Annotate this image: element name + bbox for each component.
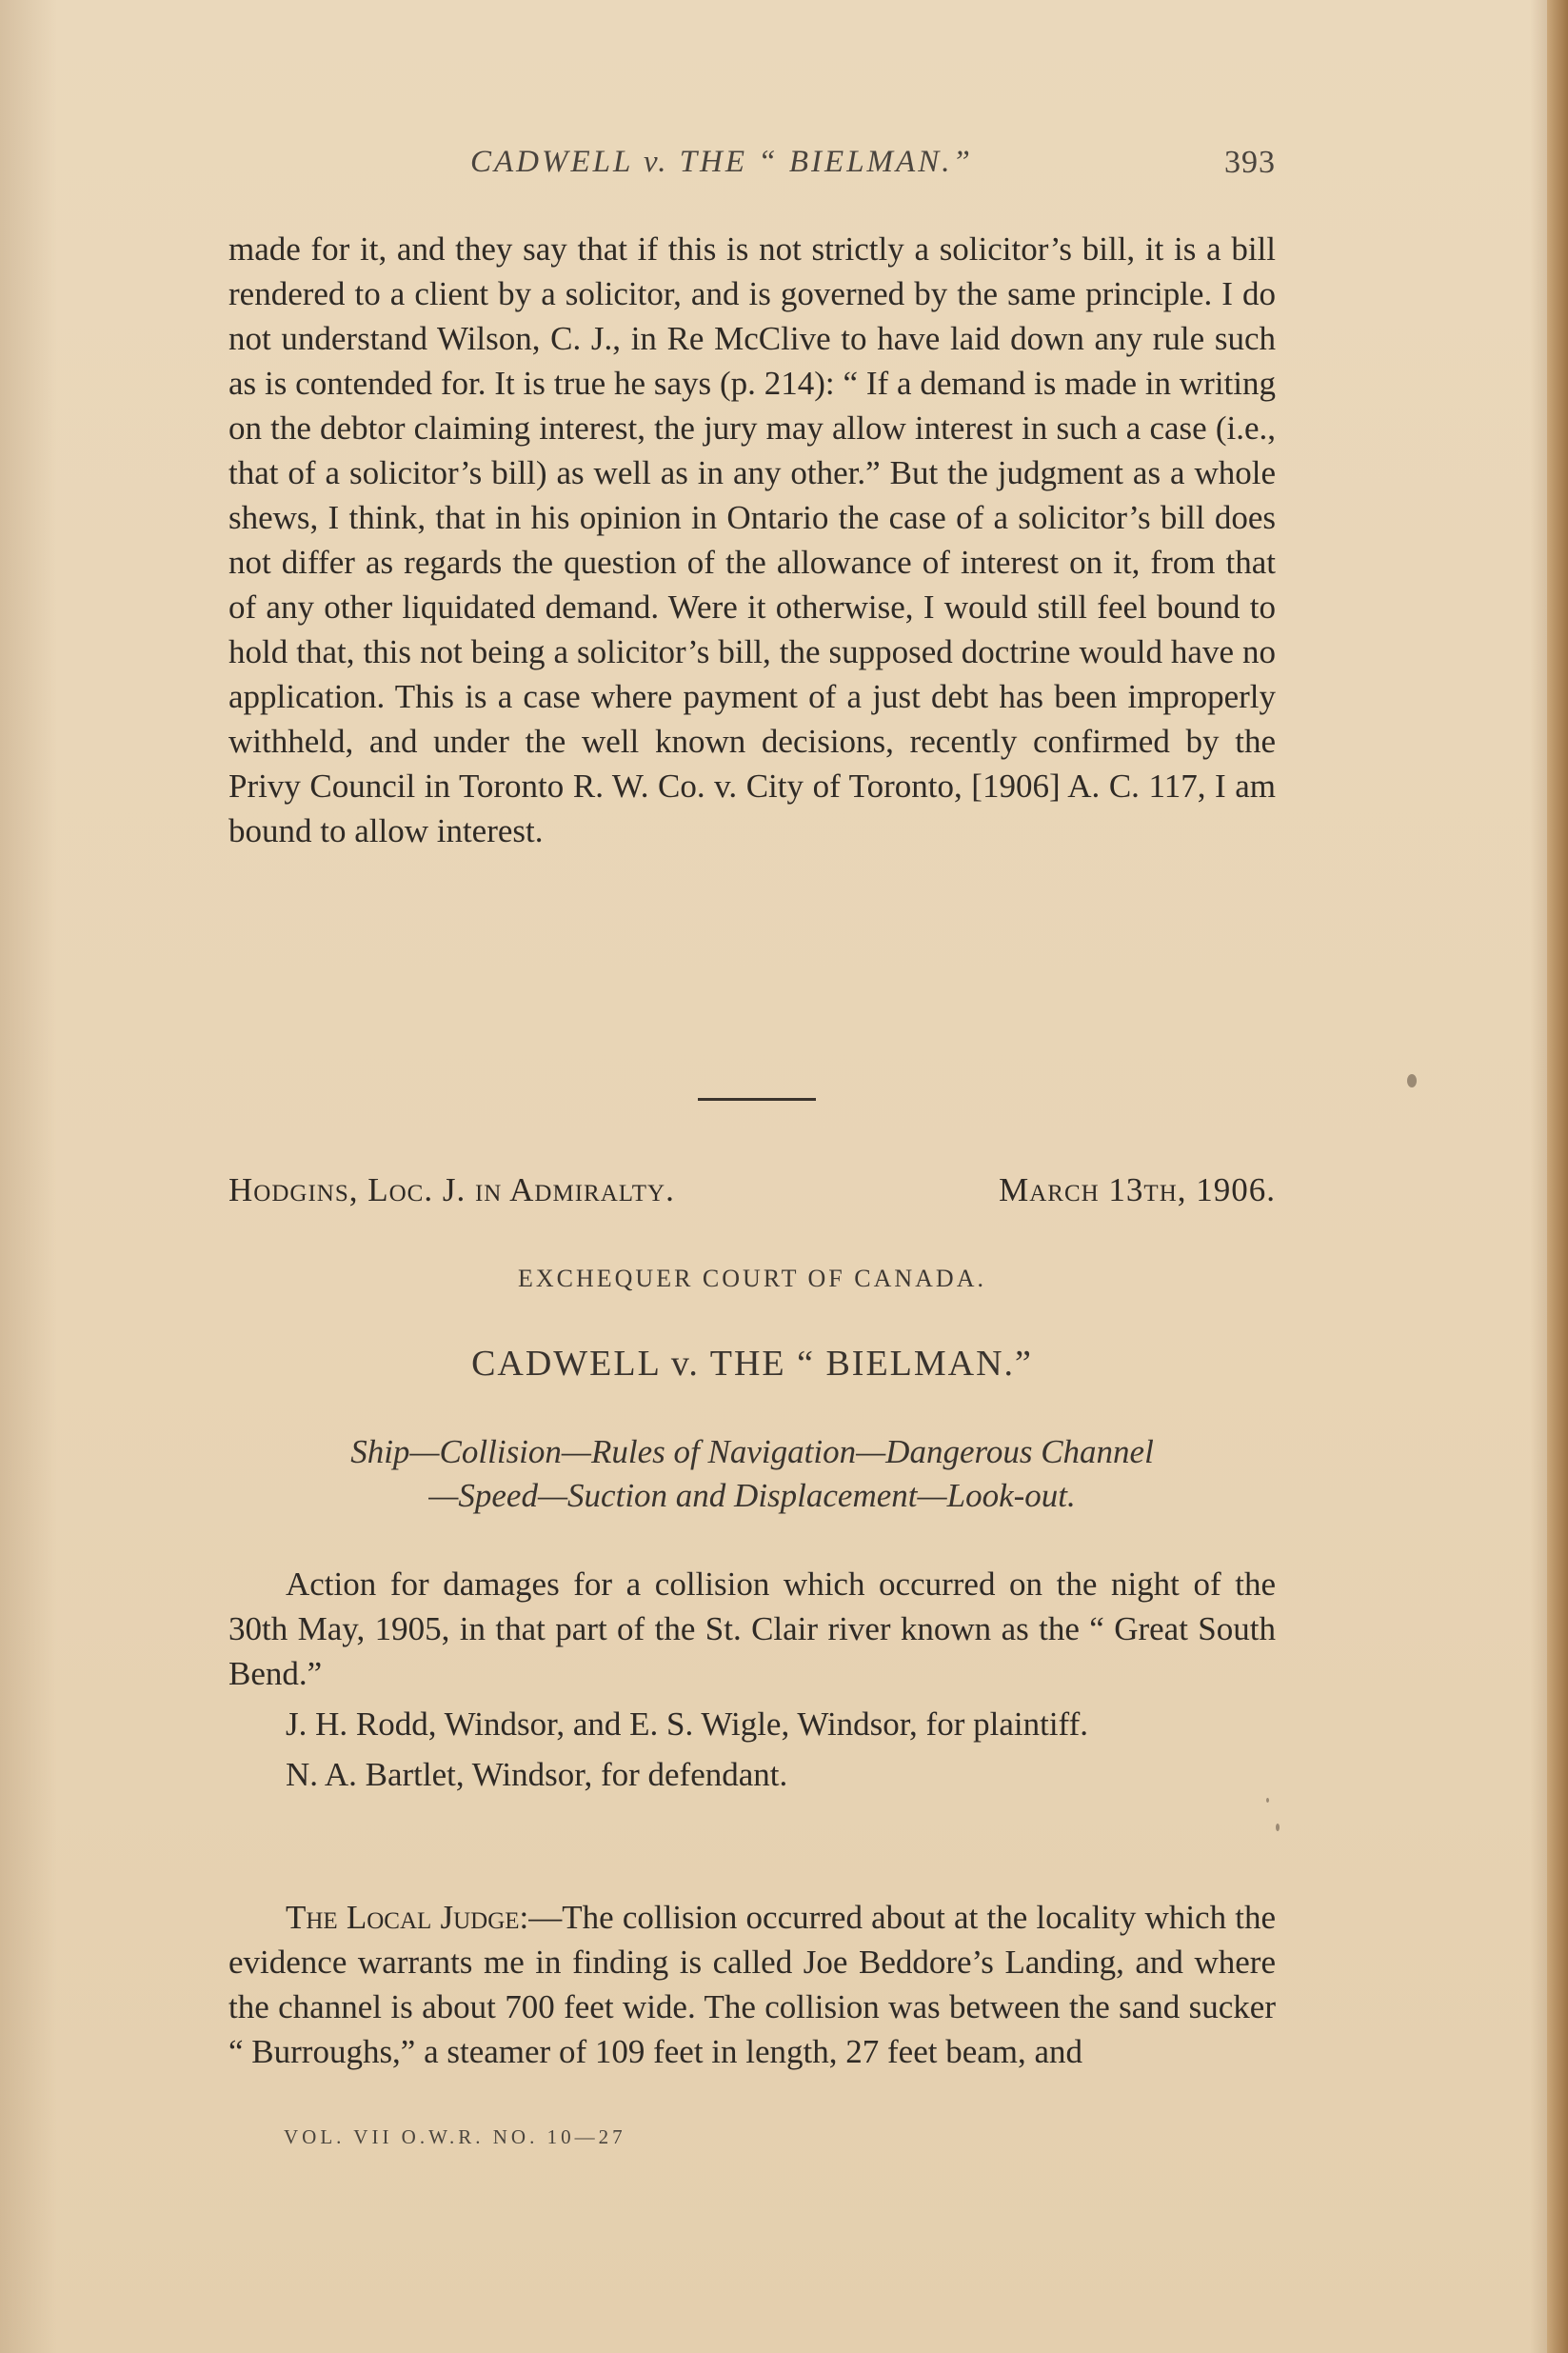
defendant-counsel: N. A. Bartlet, Windsor, for defendant. [286,1756,788,1793]
judgment-block [228,1895,1276,2074]
headnote [228,1430,1276,1518]
opening-paragraph: made for it, and they say that if this is not strictly a solicitor’s bill, it is a bill rendered to a client by a solicitor, and is governed by the same principle. I do not understand Wilson, C. J., in Re McClive to have laid down any rule such as is contended for. It is true he says (p. 214): “ If a demand is made in writing on the debtor claiming interest, the jury may allow interest in such a case (i.e., that of a solicitor’s bill) as well as in any other.” But the judgment as a whole shews, I think, that in his opinion in Ontario the case of a solicitor’s bill does not differ as regards the question of the allowance of interest on it, from that of any other liquidated demand. Were it otherwise, I would still feel bound to hold that, this not being a solicitor’s bill, the supposed doctrine would have no application. This is a case where payment of a just debt has been improperly withheld, and under the well known decisions, recently confirmed by the Privy Council in Toronto R. W. Co. v. City of Toronto, [1906] A. C. 117, I am bound to allow interest. [228,230,1276,849]
judgment-text: :—The collision occurred about at the locality which the evidence warrants me in finding is called Joe Beddore’s Landing, and where the channel is about 700 feet wide. The collision was between the sand sucker “ Burroughs,” a steamer of 109 feet in length, 27 feet beam, and [228,1899,1276,2070]
paper-speck [1407,1074,1417,1087]
page-edge [1547,0,1568,2353]
judgment-speaker: The Local Judge [286,1899,520,1936]
running-title: CADWELL v. THE “ BIELMAN.” [470,145,973,179]
printer-signature: VOL. VII O.W.R. NO. 10—27 [284,2125,626,2148]
paper-speck [1266,1798,1269,1803]
court-name: EXCHEQUER COURT OF CANADA. [518,1265,986,1292]
case-title: CADWELL v. THE “ BIELMAN.” [471,1344,1033,1384]
decision-date: March 13th, 1906. [999,1171,1276,1208]
headnote-line-2: —Speed—Suction and Displacement—Look-out. [428,1477,1076,1514]
judgment-paragraph [228,1895,1276,2074]
opening-paragraph-block [228,227,1276,853]
judge-name: Hodgins, Loc. J. in Admiralty. [228,1171,675,1208]
statement-block [228,1562,1276,1803]
plaintiff-counsel: J. H. Rodd, Windsor, and E. S. Wigle, Windsor, for plaintiff. [286,1705,1088,1743]
headnote-line-1: Ship—Collision—Rules of Navigation—Dangerous Channel [350,1433,1154,1470]
page-number: 393 [1224,145,1276,180]
action-statement: Action for damages for a collision which occurred on the night of the 30th May, 1905, in that part of the St. Clair river known as the “ Great South Bend.” [228,1565,1276,1692]
court-line [228,1171,1276,1219]
section-divider [698,1098,816,1101]
paper-speck [1276,1824,1280,1831]
running-head [228,145,1276,192]
